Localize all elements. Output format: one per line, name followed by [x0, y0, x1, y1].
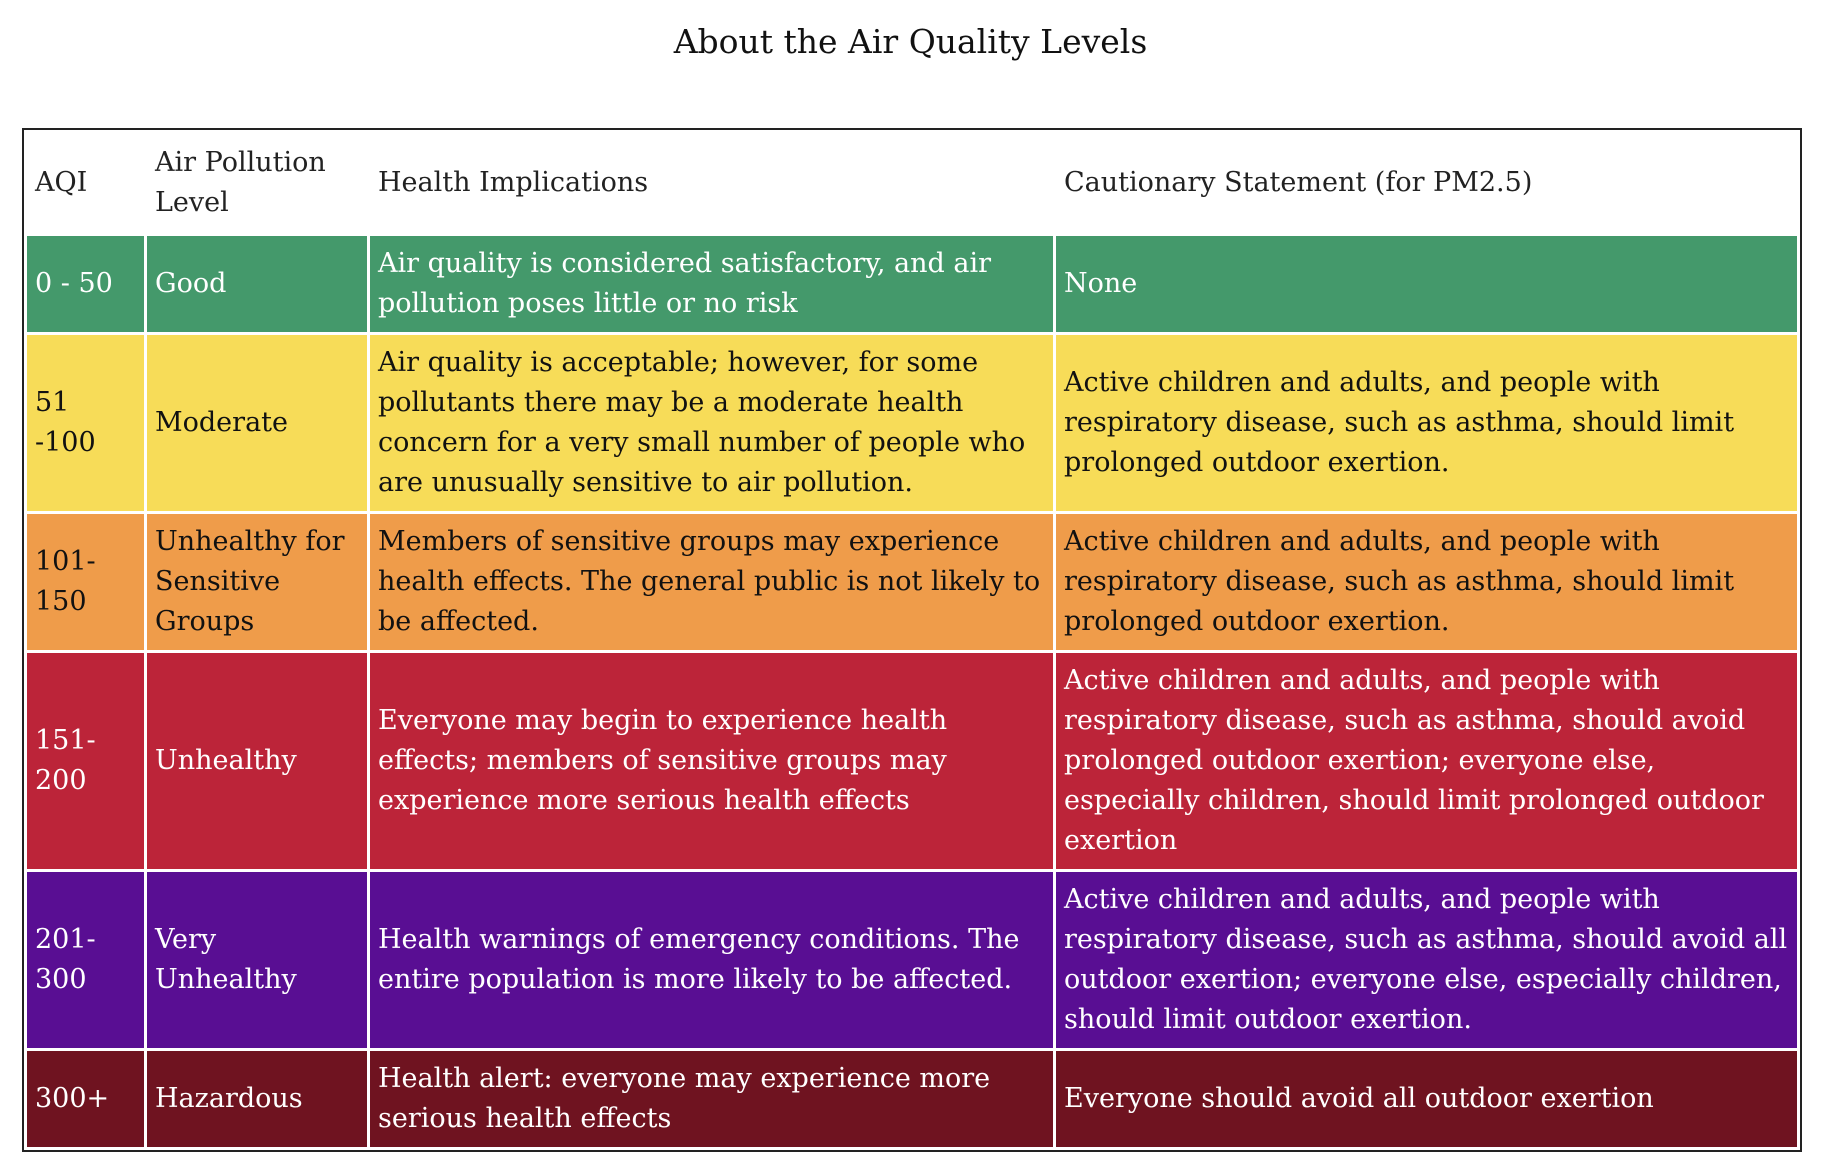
table-row-unhealthy — [27, 653, 1797, 869]
header-pollution-level: Air Pollution Level — [155, 147, 326, 218]
aqi-range: 151-200 — [27, 653, 144, 869]
table-row-very-unhealthy — [27, 872, 1797, 1048]
table-header-row — [27, 133, 1797, 233]
cautionary-statement: Everyone should avoid all outdoor exertion — [1056, 1051, 1797, 1147]
health-implications: Air quality is considered satisfactory, and air pollution poses little or no risk — [370, 236, 1053, 332]
health-implications: Health alert: everyone may experience more serious health effects — [370, 1051, 1053, 1147]
table-row-unhealthy-sensitive — [27, 514, 1797, 650]
pollution-level: Unhealthy — [147, 653, 367, 869]
aqi-range: 300+ — [27, 1051, 144, 1147]
aqi-range: 51 -100 — [27, 335, 144, 511]
header-health-implications: Health Implications — [378, 167, 649, 198]
health-implications: Members of sensitive groups may experience health effects. The general public is not likely to be affected. — [370, 514, 1053, 650]
pollution-level: Hazardous — [147, 1051, 367, 1147]
page-title: About the Air Quality Levels — [673, 22, 1148, 61]
aqi-range: 0 - 50 — [27, 236, 144, 332]
health-implications: Everyone may begin to experience health effects; members of sensitive groups may experience more serious health effects — [370, 653, 1053, 869]
table-row-moderate — [27, 335, 1797, 511]
pollution-level: Very Unhealthy — [147, 872, 367, 1048]
cautionary-statement: None — [1056, 236, 1797, 332]
cautionary-statement: Active children and adults, and people with respiratory disease, such as asthma, should limit prolonged outdoor exertion. — [1056, 514, 1797, 650]
cautionary-statement: Active children and adults, and people with respiratory disease, such as asthma, should avoid prolonged outdoor exertion; everyone else, especially children, should limit prolonged outdoor exertion — [1056, 653, 1797, 869]
cautionary-statement: Active children and adults, and people with respiratory disease, such as asthma, should avoid all outdoor exertion; everyone else, especially children, should limit outdoor exertion. — [1056, 872, 1797, 1048]
aqi-range: 101-150 — [27, 514, 144, 650]
table-row-hazardous — [27, 1051, 1797, 1147]
pollution-level: Moderate — [147, 335, 367, 511]
pollution-level: Unhealthy for Sensitive Groups — [147, 514, 367, 650]
cautionary-statement: Active children and adults, and people with respiratory disease, such as asthma, should limit prolonged outdoor exertion. — [1056, 335, 1797, 511]
aqi-range: 201-300 — [27, 872, 144, 1048]
aqi-table — [22, 128, 1802, 1152]
table-row-good — [27, 236, 1797, 332]
header-aqi: AQI — [35, 167, 88, 198]
health-implications: Air quality is acceptable; however, for some pollutants there may be a moderate health concern for a very small number of people who are unusually sensitive to air pollution. — [370, 335, 1053, 511]
pollution-level: Good — [147, 236, 367, 332]
header-cautionary-statement: Cautionary Statement (for PM2.5) — [1064, 167, 1533, 198]
health-implications: Health warnings of emergency conditions. The entire population is more likely to be affected. — [370, 872, 1053, 1048]
